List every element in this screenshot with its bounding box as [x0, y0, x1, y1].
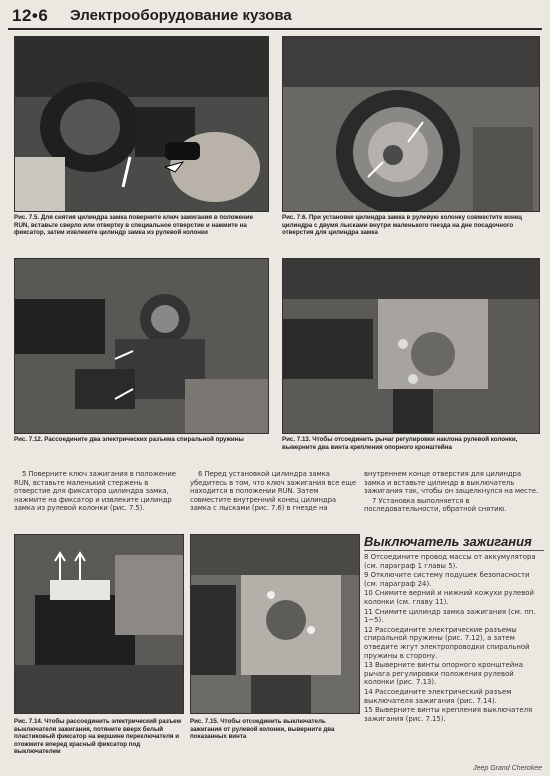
paragraph-5: 5 Поверните ключ зажигания в положение RUN, вставьте маленький стержень в отверстие для фиксатора цилиндра замка, нажмите на фиксатор и извлеките цилиндр замка из рулевой колонки (рис. 7.5).	[14, 470, 176, 513]
paragraph-7: 7 Установка выполняется в последовательности, обратной снятию.	[364, 496, 507, 514]
photo-ignition-switch-connector-image	[15, 535, 183, 713]
page-header	[8, 4, 542, 30]
figure-7-15-caption: Рис. 7.15. Чтобы отсоединить выключатель зажигания от рулевой колонки, выверните два показанных винта	[190, 718, 335, 741]
figure-7-5-caption: Рис. 7.5. Для снятия цилиндра замка поверните ключ зажигания в положение RUN, вставьте сверло или отвертку в специальное отверстие и нажмите на фиксатор, затем извлеките цилиндр замка из рулевой колонки	[14, 214, 254, 237]
figure-7-13-caption: Рис. 7.13. Чтобы отсоединить рычаг регулировки наклона рулевой колонки, выверните два винта крепления опорного кронштейна	[282, 436, 518, 451]
step-9: 9 Отключите систему подушек безопасности (см. параграф 24).	[364, 571, 530, 588]
section-title: Электрооборудование кузова	[70, 7, 292, 24]
figure-7-6-caption: Рис. 7.6. При установке цилиндра замка в рулевую колонку совместите конец цилиндра с двумя лысками внутри маленького гнезда на дне посадочного отверстия для цилиндра замка	[282, 214, 522, 237]
step-15: 15 Выверните винты крепления выключателя зажигания (рис. 7.15).	[364, 706, 533, 723]
section-heading-ignition-switch: Выключатель зажигания	[364, 534, 544, 551]
figure-7-12-photo	[14, 258, 269, 434]
figure-7-14-caption: Рис. 7.14. Чтобы рассоединить электрический разъем выключателя зажигания, потяните вверх белый пластиковый фиксатор на вершине переключателя и отожмите вперед красный фиксатор под выключателем	[14, 718, 182, 756]
step-10: 10 Снимите верний и нижний кожухи рулевой колонки (см. главу 11).	[364, 589, 534, 606]
figure-7-12-caption: Рис. 7.12. Рассоедините два электрических разъема спиральной пружины	[14, 436, 244, 443]
footer-brand: Jeep Grand Cherokee	[473, 765, 542, 772]
paragraph-6-continued: внутреннем конце отверстия для цилиндра замка и вставьте цилиндр в выключатель зажигания так, чтобы он защелкнулся на месте.	[364, 470, 538, 496]
step-13: 13 Выверните винты опорного кронштейна рычага регулировки положения рулевой колонки (рис. 7.13).	[364, 661, 523, 687]
page-number: 12•6	[12, 6, 49, 25]
step-8: 8 Отсоедините провод массы от аккумулятора (см. параграф 1 главы 5).	[364, 553, 536, 570]
figure-7-6-photo	[282, 36, 540, 212]
photo-ignition-switch-screws-image	[191, 535, 359, 713]
step-12: 12 Рассоедините электрические разъемы спиральной пружины (рис. 7.12), а затем отведите жгут электропроводки спиральной пружины в сторону.	[364, 625, 530, 660]
paragraph-6: 6 Перед установкой цилиндра замка убедитесь в том, что ключ зажигания все еще находится в положении RUN. Затем совместите внутренний конец цилиндра замка с лысками (рис. 7.6) в гнезде на	[190, 470, 356, 513]
photo-lock-cylinder-image	[283, 37, 539, 211]
text-column-2	[190, 470, 358, 514]
figure-7-5-photo	[14, 36, 269, 212]
text-column-3	[364, 470, 542, 515]
photo-tilt-lever-bracket-image	[283, 259, 539, 433]
ignition-switch-steps	[364, 553, 542, 724]
step-11: 11 Снимите цилиндр замка зажигания (см. пп. 1~5).	[364, 607, 536, 625]
photo-ignition-key-image	[15, 37, 268, 211]
text-column-1	[14, 470, 182, 514]
photo-clockspring-connectors-image	[15, 259, 268, 433]
figure-7-13-photo	[282, 258, 540, 434]
figure-7-14-photo	[14, 534, 184, 714]
figure-7-15-photo	[190, 534, 360, 714]
step-14: 14 Рассоедините электрический разъем выключателя зажигания (рис. 7.14).	[364, 687, 512, 705]
